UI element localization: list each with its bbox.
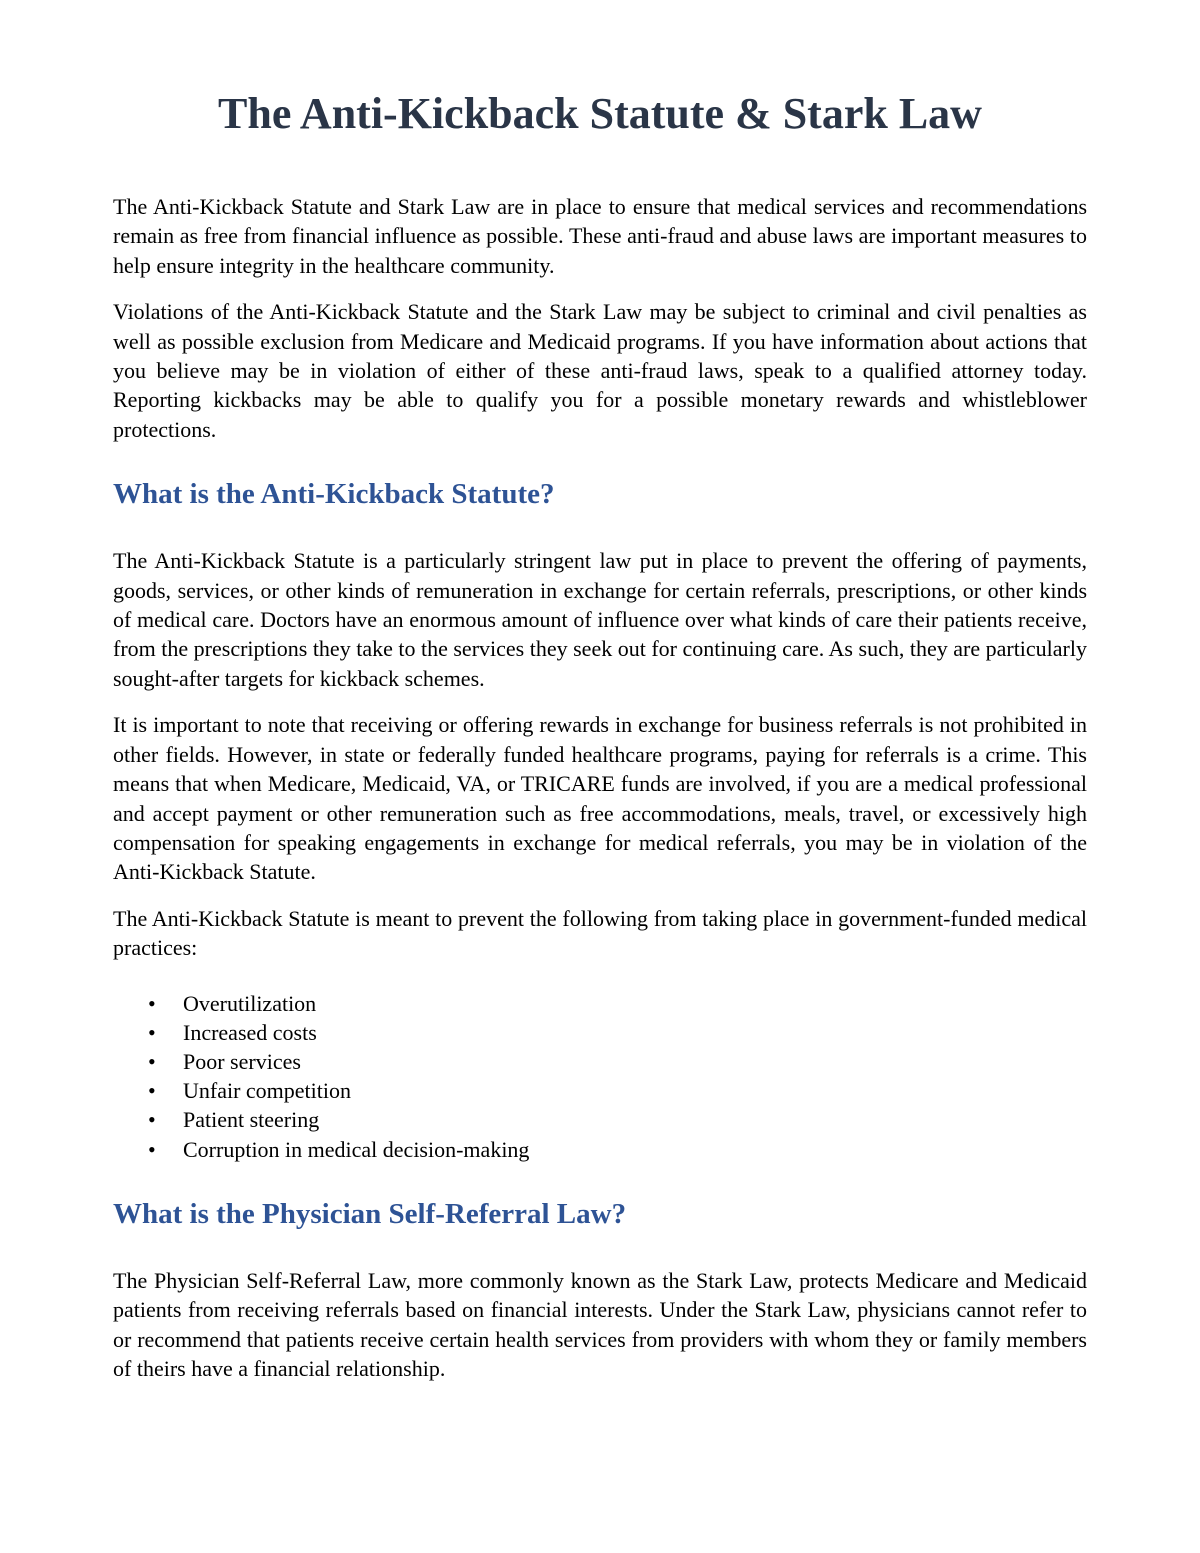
list-item-text: Unfair competition	[183, 1078, 352, 1104]
list-item-text: Increased costs	[183, 1019, 317, 1045]
list-item-text: Corruption in medical decision-making	[183, 1136, 530, 1162]
prevented-practices-list	[113, 989, 1087, 1164]
list-item	[148, 1047, 1087, 1076]
list-item	[148, 989, 1087, 1018]
bullet-icon: •	[148, 1019, 156, 1045]
list-item-text: Poor services	[183, 1048, 301, 1074]
self-referral-paragraph-1: The Physician Self-Referral Law, more commonly known as the Stark Law, protects Medicare and Medicaid patients from receiving referrals based on financial interests. Under the Stark Law, physicians cannot refer to or recommend that patients receive certain health services from providers with whom they or family members of theirs have a financial relationship.	[113, 1267, 1087, 1381]
section-heading-self-referral: What is the Physician Self-Referral Law?	[113, 1197, 627, 1230]
intro-paragraph-1: The Anti-Kickback Statute and Stark Law are in place to ensure that medical services and recommendations remain as free from financial influence as possible. These anti-fraud and abuse laws are important measures to help ensure integrity in the healthcare community.	[113, 194, 1087, 278]
list-item	[148, 1076, 1087, 1105]
anti-kickback-paragraph-3: The Anti-Kickback Statute is meant to prevent the following from taking place in government-funded medical practices:	[113, 905, 1087, 961]
document-title: The Anti-Kickback Statute & Stark Law	[218, 89, 982, 138]
section-heading-anti-kickback: What is the Anti-Kickback Statute?	[113, 478, 555, 511]
list-item	[148, 1135, 1087, 1164]
list-item	[148, 1018, 1087, 1047]
bullet-icon: •	[148, 1078, 156, 1104]
intro-paragraph-2: Violations of the Anti-Kickback Statute and the Stark Law may be subject to criminal and civil penalties as well as possible exclusion from Medicare and Medicaid programs. If you have information about actions that you believe may be in violation of either of these anti-fraud laws, speak to a qualified attorney today. Reporting kickbacks may be able to qualify you for a possible monetary rewards and whistleblower protections.	[113, 299, 1087, 442]
anti-kickback-paragraph-1: The Anti-Kickback Statute is a particularly stringent law put in place to prevent the offering of payments, goods, services, or other kinds of remuneration in exchange for certain referrals, prescriptions, or other kinds of medical care. Doctors have an enormous amount of influence over what kinds of care their patients receive, from the prescriptions they take to the services they seek out for continuing care. As such, they are particularly sought-after targets for kickback schemes.	[113, 548, 1087, 691]
bullet-icon: •	[148, 1136, 156, 1162]
bullet-icon: •	[148, 1048, 156, 1074]
bullet-icon: •	[148, 1107, 156, 1133]
list-item-text: Patient steering	[183, 1107, 320, 1133]
anti-kickback-paragraph-2: It is important to note that receiving or offering rewards in exchange for business referrals is not prohibited in other fields. However, in state or federally funded healthcare programs, paying for referrals is a crime. This means that when Medicare, Medicaid, VA, or TRICARE funds are involved, if you are a medical professional and accept payment or other remuneration such as free accommodations, meals, travel, or excessively high compensation for speaking engagements in exchange for medical referrals, you may be in violation of the Anti-Kickback Statute.	[113, 712, 1087, 885]
bullet-icon: •	[148, 990, 156, 1016]
list-item-text: Overutilization	[183, 990, 317, 1016]
list-item	[148, 1105, 1087, 1134]
